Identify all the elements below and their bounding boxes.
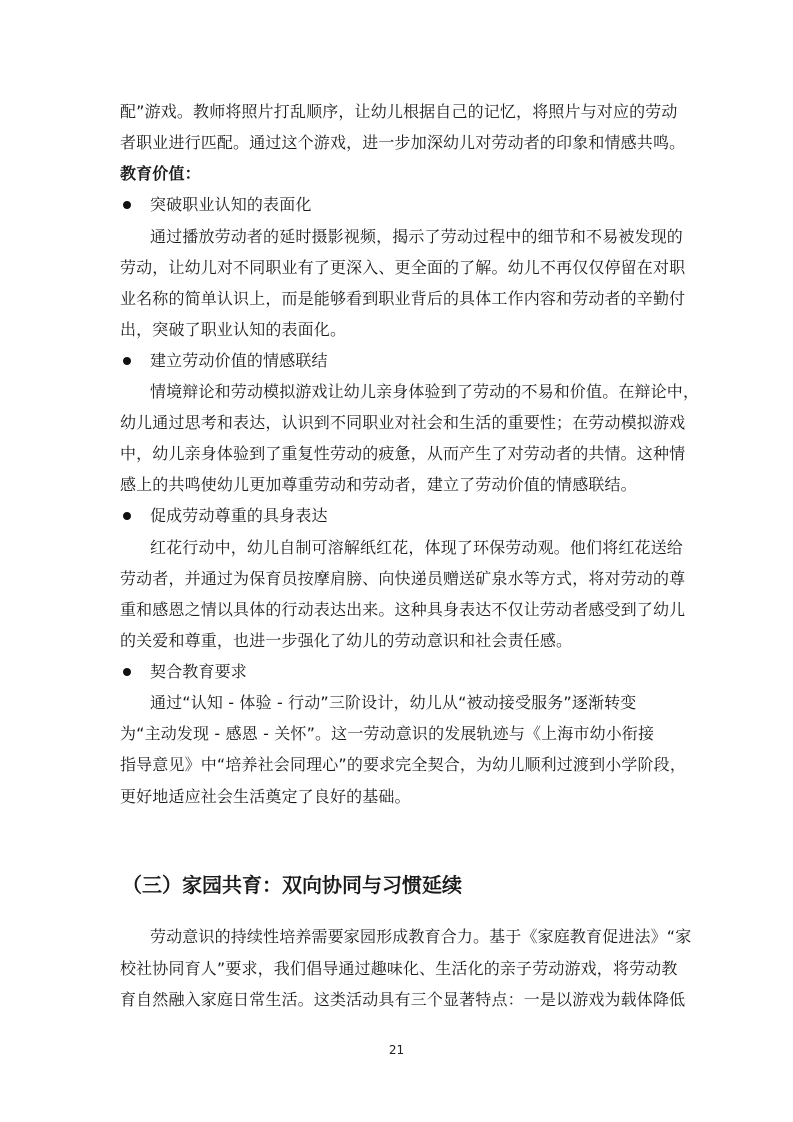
edu-value-label: 教育价值： — [120, 164, 201, 183]
bullet-4-line-3: 指导意见》中“培养社会同理心”的要求完全契合，为幼儿顺利过渡到小学阶段， — [120, 755, 686, 774]
bullet-4-line-1: 通过“认知 - 体验 - 行动”三阶设计，幼儿从“被动接受服务”逐渐转变 — [150, 693, 637, 712]
page-number: 21 — [388, 1043, 405, 1057]
intro-line-1: 配”游戏。教师将照片打乱顺序，让幼儿根据自己的记忆，将照片与对应的劳动 — [120, 102, 678, 121]
bullet-1-line-4: 出，突破了职业认知的表面化。 — [120, 320, 347, 339]
bullet-title-2: 建立劳动价值的情感联结 — [150, 351, 328, 370]
bullet-3-line-1: 红花行动中，幼儿自制可溶解纸红花，体现了环保劳动观。他们将红花送给 — [150, 538, 683, 557]
bullet-2-line-3: 中，幼儿亲身体验到了重复性劳动的疲惫，从而产生了对劳动者的共情。这种情 — [120, 444, 686, 463]
bullet-1-line-1: 通过播放劳动者的延时摄影视频，揭示了劳动过程中的细节和不易被发现的 — [150, 227, 683, 246]
bullet-2-line-2: 幼儿通过思考和表达，认识到不同职业对社会和生活的重要性；在劳动模拟游戏 — [120, 413, 686, 432]
bullet-4-line-2: 为“主动发现 - 感恩 - 关怀”。这一劳动意识的发展轨迹与《上海市幼小衔接 — [120, 724, 655, 743]
bullet-title-1: 突破职业认知的表面化 — [150, 195, 312, 214]
intro-line-2: 者职业进行匹配。通过这个游戏，进一步加深幼儿对劳动者的印象和情感共鸣。 — [120, 133, 686, 152]
bullet-1-line-3: 业名称的简单认识上，而是能够看到职业背后的具体工作内容和劳动者的辛勤付 — [120, 289, 686, 308]
bullet-3-line-2: 劳动者，并通过为保育员按摩肩膀、向快递员赠送矿泉水等方式，将对劳动的尊 — [120, 569, 686, 588]
section-line-2: 校社协同育人”要求，我们倡导通过趣味化、生活化的亲子劳动游戏，将劳动教 — [120, 959, 678, 978]
bullet-dot-icon — [123, 201, 131, 209]
section-line-1: 劳动意识的持续性培养需要家园形成教育合力。基于《家庭教育促进法》“家 — [150, 927, 692, 946]
bullet-dot-icon — [123, 668, 131, 676]
bullet-title-3: 促成劳动尊重的具身表达 — [150, 506, 328, 525]
bullet-3-line-4: 的关爱和尊重，也进一步强化了幼儿的劳动意识和社会责任感。 — [120, 631, 573, 650]
bullet-dot-icon — [123, 512, 131, 520]
bullet-4-line-4: 更好地适应社会生活奠定了良好的基础。 — [120, 787, 411, 806]
bullet-2-line-1: 情境辩论和劳动模拟游戏让幼儿亲身体验到了劳动的不易和价值。在辩论中， — [150, 382, 700, 401]
bullet-3-line-3: 重和感恩之情以具体的行动表达出来。这种具身表达不仅让劳动者感受到了幼儿 — [120, 600, 686, 619]
bullet-title-4: 契合教育要求 — [150, 662, 247, 681]
bullet-dot-icon — [123, 357, 131, 365]
bullet-2-line-4: 感上的共鸣使幼儿更加尊重劳动和劳动者，建立了劳动价值的情感联结。 — [120, 475, 637, 494]
section-heading: （三）家园共育：双向协同与习惯延续 — [122, 873, 462, 897]
section-line-3: 育自然融入家庭日常生活。这类活动具有三个显著特点：一是以游戏为载体降低 — [120, 990, 686, 1009]
bullet-1-line-2: 劳动，让幼儿对不同职业有了更深入、更全面的了解。幼儿不再仅仅停留在对职 — [120, 258, 686, 277]
